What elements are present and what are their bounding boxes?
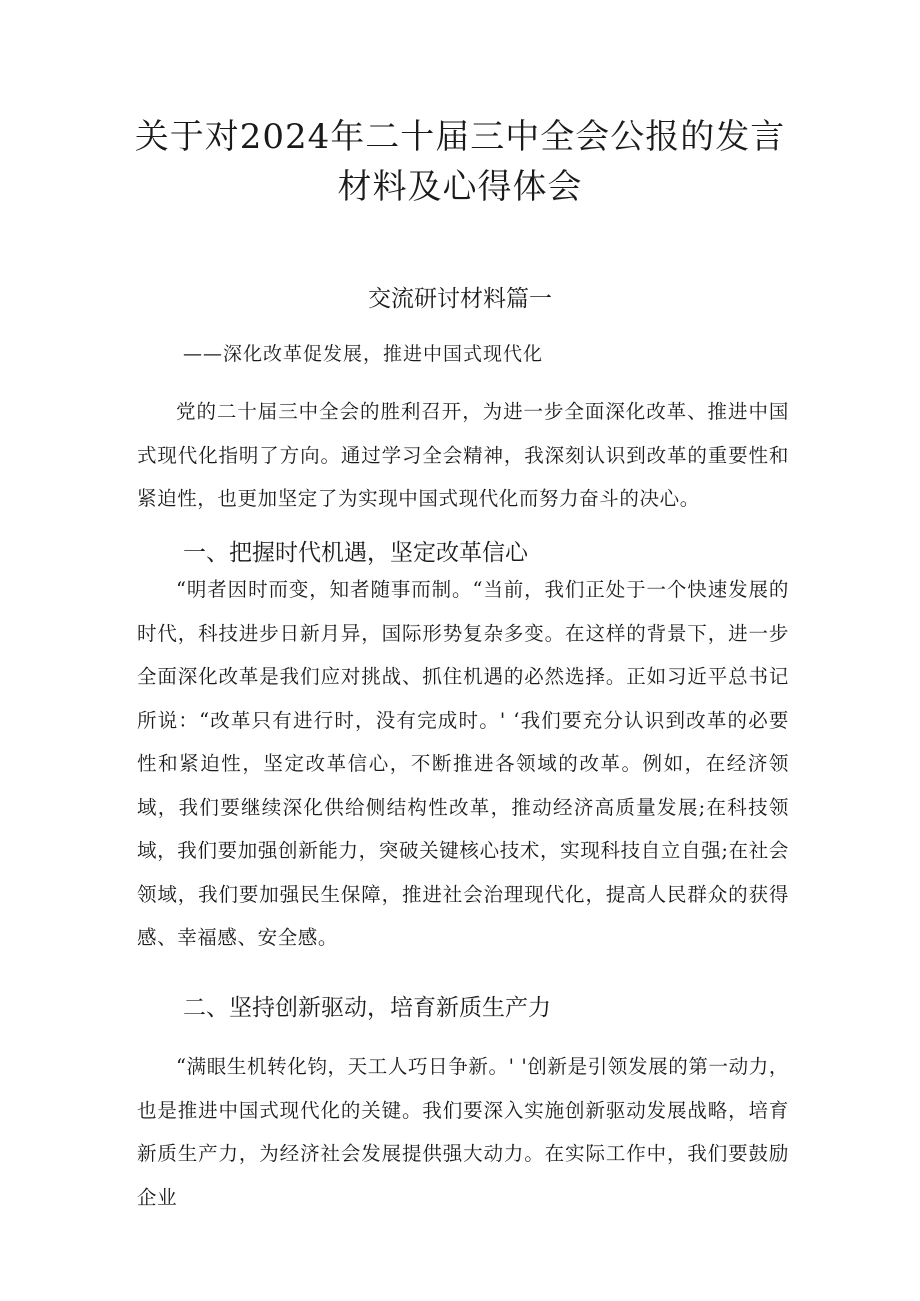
intro-paragraph: 党的二十届三中全会的胜利召开，为进一步全面深化改革、推进中国式现代化指明了方向。通过学习全会精神，我深刻认识到改革的重要性和紧迫性，也更加坚定了为实现中国式现代化而努力奋斗的决心。 xyxy=(137,400,789,510)
heading-two: 二、坚持创新驱动，培育新质生产力 xyxy=(183,995,551,1021)
heading-one: 一、把握时代机遇，坚定改革信心 xyxy=(183,540,528,566)
section-heading: 交流研讨材料篇一 xyxy=(368,286,552,312)
document-subtitle: ——深化改革促发展，推进中国式现代化 xyxy=(183,343,544,365)
paragraph-one: “明者因时而变，知者随事而制。“当前，我们正处于一个快速发展的时代，科技进步日新月异，国际形势复杂多变。在这样的背景下，进一步全面深化改革是我们应对挑战、抓住机遇的必然选择。正如习近平总书记所说：“改革只有进行时，没有完成时。' ‘我们要充分认识到改革的必要性和紧迫性，坚定改革信心，不断推进各领域的改革。例如，在经济领域，我们要继续深化供给侧结构性改革，推动经济高质量发展;在科技领域，我们要加强创新能力，突破关键核心技术，实现科技自立自强;在社会领域，我们要加强民生保障，推进社会治理现代化，提高人民群众的获得感、幸福感、安全感。 xyxy=(137,578,789,949)
document-title: 关于对2024年二十届三中全会公报的发言材料及心得体会 xyxy=(134,117,786,207)
paragraph-two: “满眼生机转化钧，天工人巧日争新。' '创新是引领发展的第一动力，也是推进中国式现代化的关键。我们要深入实施创新驱动发展战略，培育新质生产力，为经济社会发展提供强大动力。在实际工作中，我们要鼓励企业 xyxy=(137,1055,789,1209)
